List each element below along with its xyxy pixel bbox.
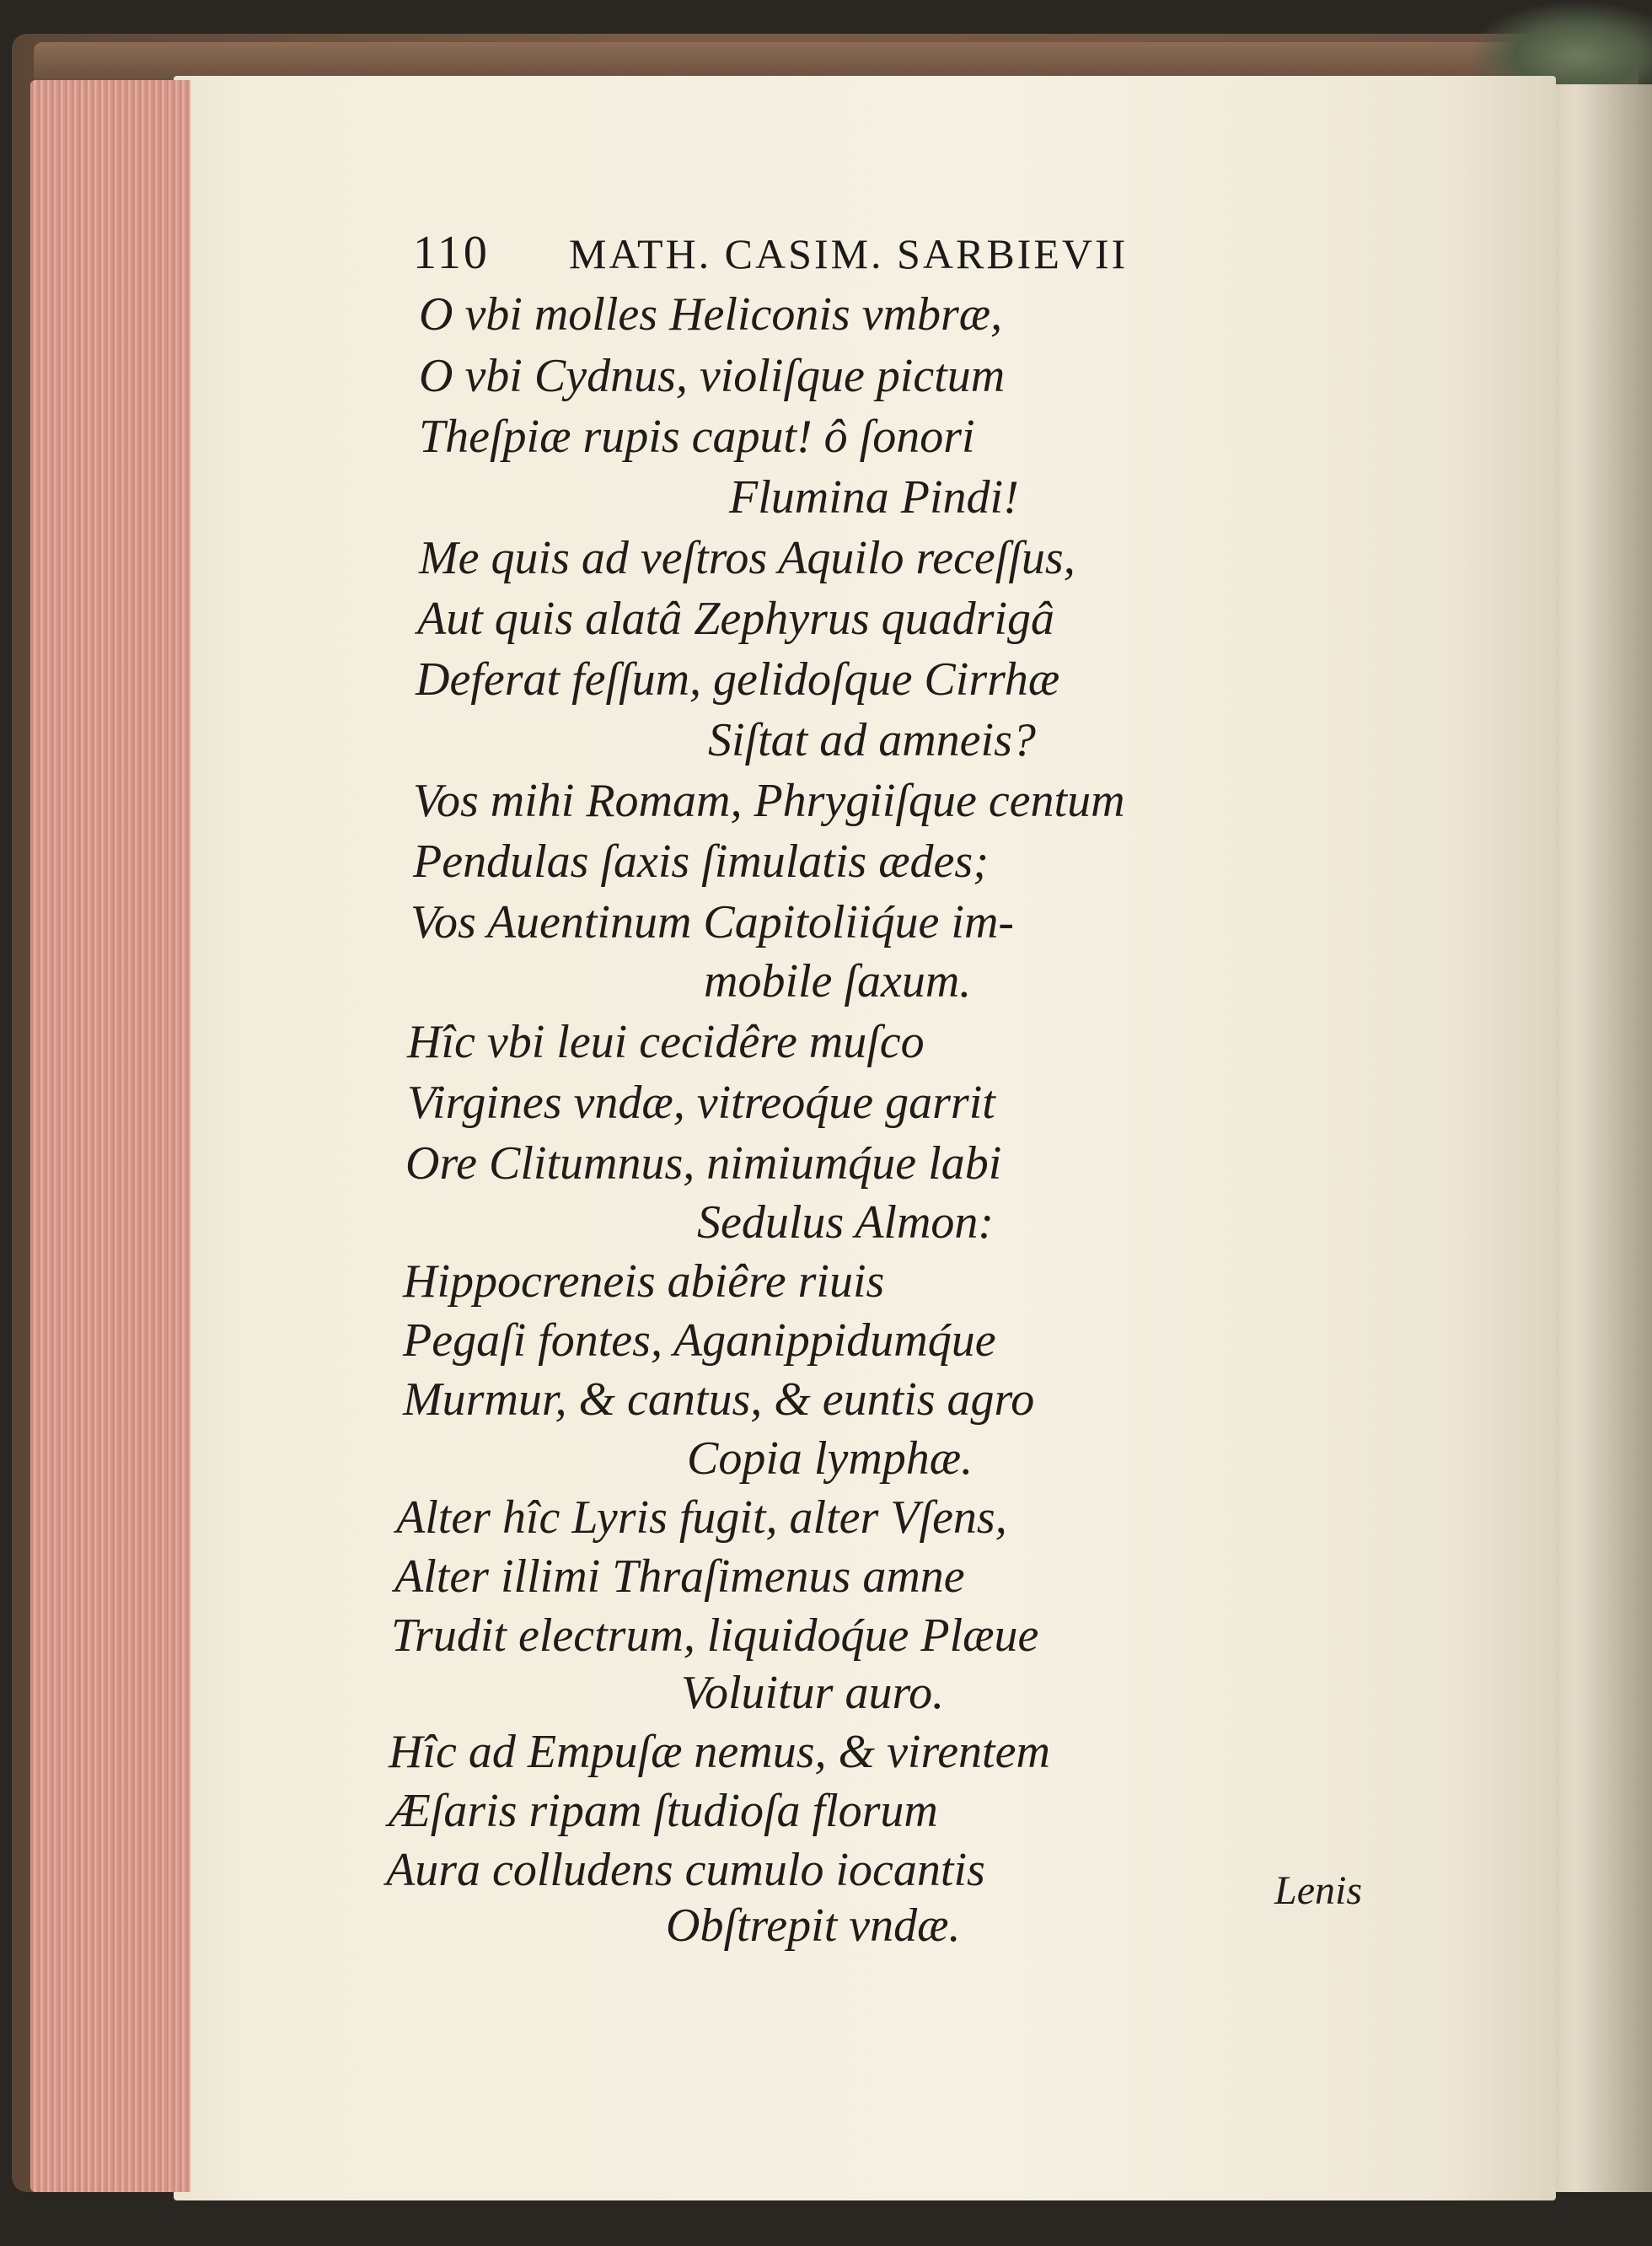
verse-line: Copia lymphæ. — [687, 1432, 974, 1485]
verse-line: Aura colludens cumulo iocantis — [386, 1844, 985, 1896]
verse-line: O vbi molles Heliconis vmbræ, — [419, 288, 1003, 341]
verse-line: Murmur, & cantus, & euntis agro — [403, 1373, 1035, 1426]
verse-line: Aut quis alatâ Zephyrus quadrigâ — [417, 593, 1055, 645]
verse-line: Virgines vndæ, vitreoq́ue garrit — [407, 1077, 995, 1129]
verse-line: Me quis ad veſtros Aquilo receſſus, — [419, 532, 1075, 584]
verse-line: Theſpiæ rupis caput! ô ſonori — [419, 411, 975, 463]
verse-line: Hîc vbi leui cecidêre muſco — [407, 1016, 925, 1068]
verse-line: Deferat feſſum, gelidoſque Cirrhæ — [416, 653, 1060, 706]
verse-line: Pegaſi fontes, Aganippidumq́ue — [403, 1314, 996, 1367]
verse-line: Æſaris ripam ſtudioſa florum — [389, 1785, 938, 1837]
verse-line: Trudit electrum, liquidoq́ue Plæue — [391, 1609, 1039, 1662]
verse-line: mobile ſaxum. — [704, 955, 972, 1007]
verse-line: O vbi Cydnus, violiſque pictum — [419, 350, 1006, 402]
verse-line: Vos mihi Romam, Phrygiiſque centum — [413, 775, 1125, 827]
page-number: 110 — [413, 227, 490, 279]
verse-line: Pendulas ſaxis ſimulatis ædes; — [413, 836, 989, 888]
verse-line: Vos Auentinum Capitoliiq́ue im- — [410, 896, 1015, 948]
catchword: Lenis — [1274, 1868, 1363, 1913]
verse-line: Voluitur auro. — [681, 1667, 945, 1719]
verse-line: Hîc ad Empuſæ nemus, & virentem — [389, 1726, 1050, 1778]
verse-line: Hippocreneis abiêre riuis — [403, 1255, 885, 1308]
verse-line: Obſtrepit vndæ. — [666, 1899, 961, 1952]
verse-line: Alter illimi Thraſimenus amne — [394, 1550, 965, 1603]
running-head: MATH. CASIM. SARBIEVII — [569, 230, 1129, 277]
verse-line: Alter hîc Lyris fugit, alter Vſens, — [396, 1491, 1007, 1544]
verse-line: Flumina Pindi! — [729, 471, 1019, 524]
verse-line: Sedulus Almon: — [697, 1196, 995, 1249]
verse-line: Ore Clitumnus, nimiumq́ue labi — [405, 1137, 1002, 1190]
verse-line: Siſtat ad amneis? — [708, 714, 1036, 766]
